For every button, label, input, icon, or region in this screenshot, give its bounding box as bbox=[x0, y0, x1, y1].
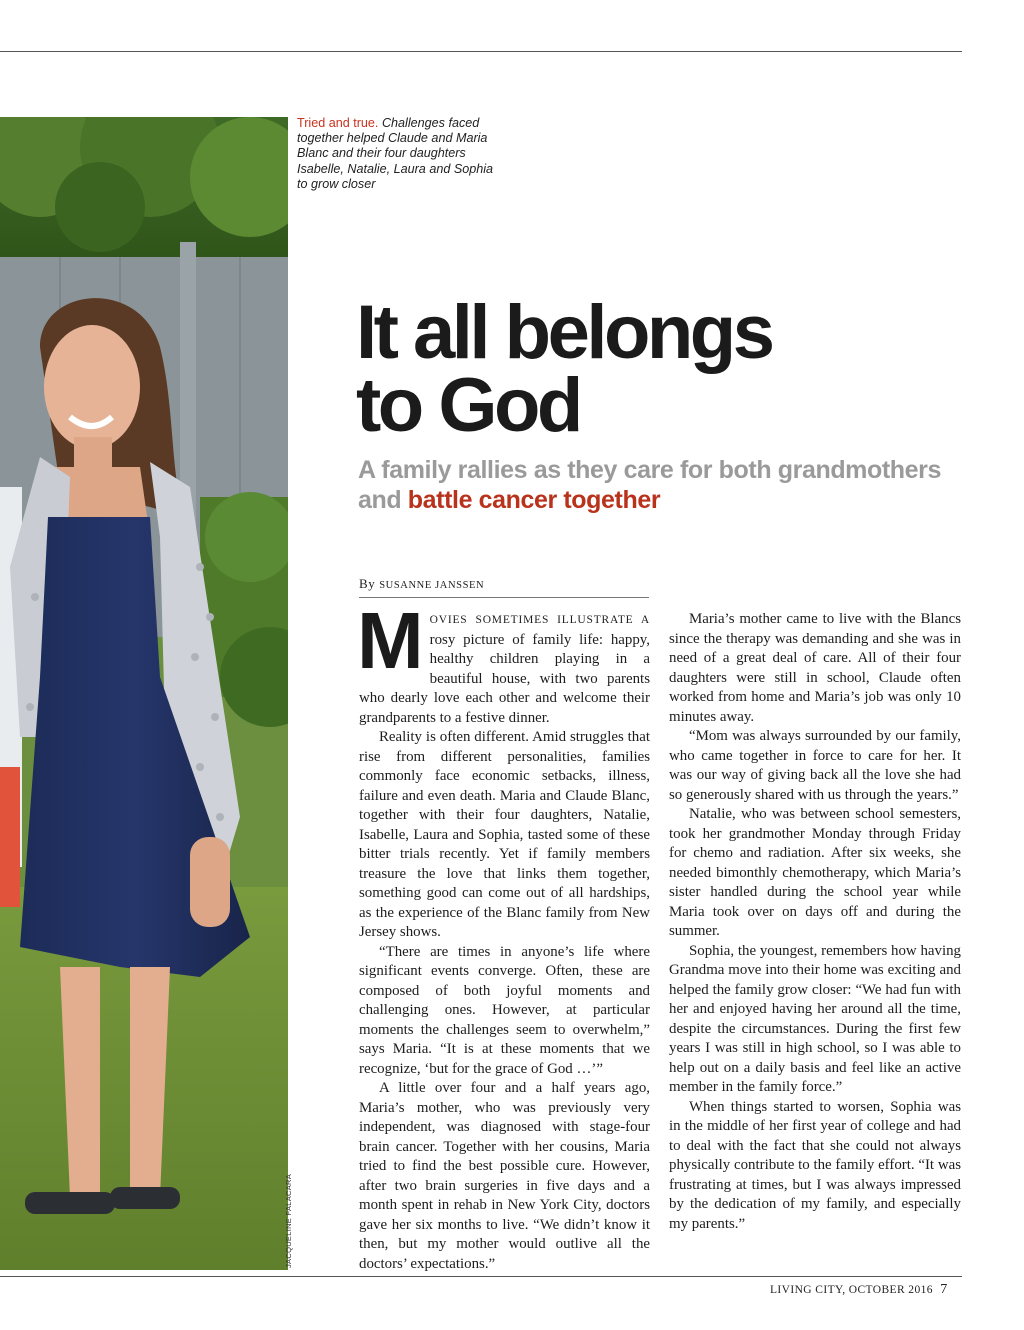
byline bbox=[359, 576, 649, 598]
byline-author: SUSANNE JANSSEN bbox=[379, 580, 485, 591]
article-column-1 bbox=[357, 596, 650, 1274]
headline-line-1: It all belongs bbox=[356, 290, 772, 375]
article-paragraph-3: “There are times in anyone’s life where significant events converge. Often, these are composed of both joyful moments and challenging ones. However, at particular moments the challenges seem to overwhelm,” says Maria. “It is at these moments that we recognize, ‘but for the grace of God …’” bbox=[359, 943, 650, 1077]
page-footer bbox=[770, 1282, 948, 1298]
family-photo bbox=[0, 117, 288, 1270]
caption-text: Challenges faced together helped Claude and Maria Blanc and their four daughters Isabelle, Natalie, Laura and Sophia to grow closer bbox=[297, 116, 494, 191]
paragraph-1-text: rosy picture of family life: happy, healthy children playing in a beautiful house, with two parents who dearly love each other and welcome their grandparents to a festive dinner. bbox=[359, 631, 650, 726]
caption-lead: Tried and true. bbox=[297, 116, 379, 130]
article-paragraph-7: Natalie, who was between school semesters, took her grandmother Monday through Friday for chemo and radiation. After six weeks, she needed bimonthly chemotherapy, which Maria’s sister handled during the school year while Maria took over on days off and during the summer. bbox=[669, 806, 961, 939]
subheadline bbox=[358, 455, 958, 515]
photo-caption bbox=[297, 116, 507, 192]
top-rule bbox=[0, 51, 962, 52]
subhead-accent: battle cancer together bbox=[407, 486, 661, 514]
photo-credit: JACQUELINE FALACARA bbox=[284, 1173, 293, 1268]
headline-line-2: to God bbox=[356, 363, 580, 448]
bottom-rule bbox=[0, 1276, 962, 1277]
footer-publication: LIVING CITY, OCTOBER 2016 bbox=[770, 1284, 933, 1296]
article-paragraph-5: Maria’s mother came to live with the Blancs since the therapy was demanding and she was in need of a great deal of care. All of their four daughters were still in school, Claude often worked from home and Maria’s job was only 10 minutes away. bbox=[669, 611, 961, 725]
article-paragraph-2: Reality is often different. Amid struggles that rise from different personalities, families commonly face economic setbacks, illness, failure and even death. Maria and Claude Blanc, together with their four daughters, Natalie, Isabelle, Laura and Sophia, tasted some of these bitter trials recently. Yet if family members treasure the love that links them together, something good can come out of all hardships, as the experience of the Blanc family from New Jersey shows. bbox=[359, 729, 650, 940]
article-paragraph-4: A little over four and a half years ago, Maria’s mother, who was previously very independent, was diagnosed with stage-four brain cancer. Together with her cousins, Maria tried to find the best possible cure. However, after two brain surgeries in five days and a month spent in rehab in New York City, doctors gave her six months to live. “We didn’t know it then, but my mother would outlive all the doctors’ expectations.” bbox=[359, 1080, 650, 1272]
subhead-gray: A family rallies as they care for both grandmothers and bbox=[358, 456, 942, 514]
article-column-2 bbox=[669, 610, 961, 1234]
page-number: 7 bbox=[940, 1282, 948, 1297]
byline-by: By bbox=[359, 576, 376, 591]
lead-in-smallcaps: OVIES SOMETIMES ILLUSTRATE A bbox=[429, 614, 650, 626]
article-paragraph-9: When things started to worsen, Sophia was in the middle of her first year of college and had to deal with the fact that she could not always physically contribute to the family effort. “It was frustrating at times, but I was always impressed by the dedication of my family, and especially my parents.” bbox=[669, 1098, 961, 1232]
headline bbox=[356, 290, 956, 448]
article-paragraph-6: “Mom was always surrounded by our family, who came together in force to care for her. It was our way of giving back all the love she had so generously shared with us through the years.” bbox=[669, 728, 961, 803]
article-paragraph-1 bbox=[357, 596, 650, 728]
article-paragraph-8: Sophia, the youngest, remembers how having Grandma move into their home was exciting and helped the family grow closer: “We had fun with her and enjoyed having her around all the time, despite the circumstances. During the first few years I was still in high school, so I was able to help out on a daily basis and feel like an active member in the family force.” bbox=[669, 942, 961, 1095]
drop-cap: M bbox=[357, 596, 422, 685]
